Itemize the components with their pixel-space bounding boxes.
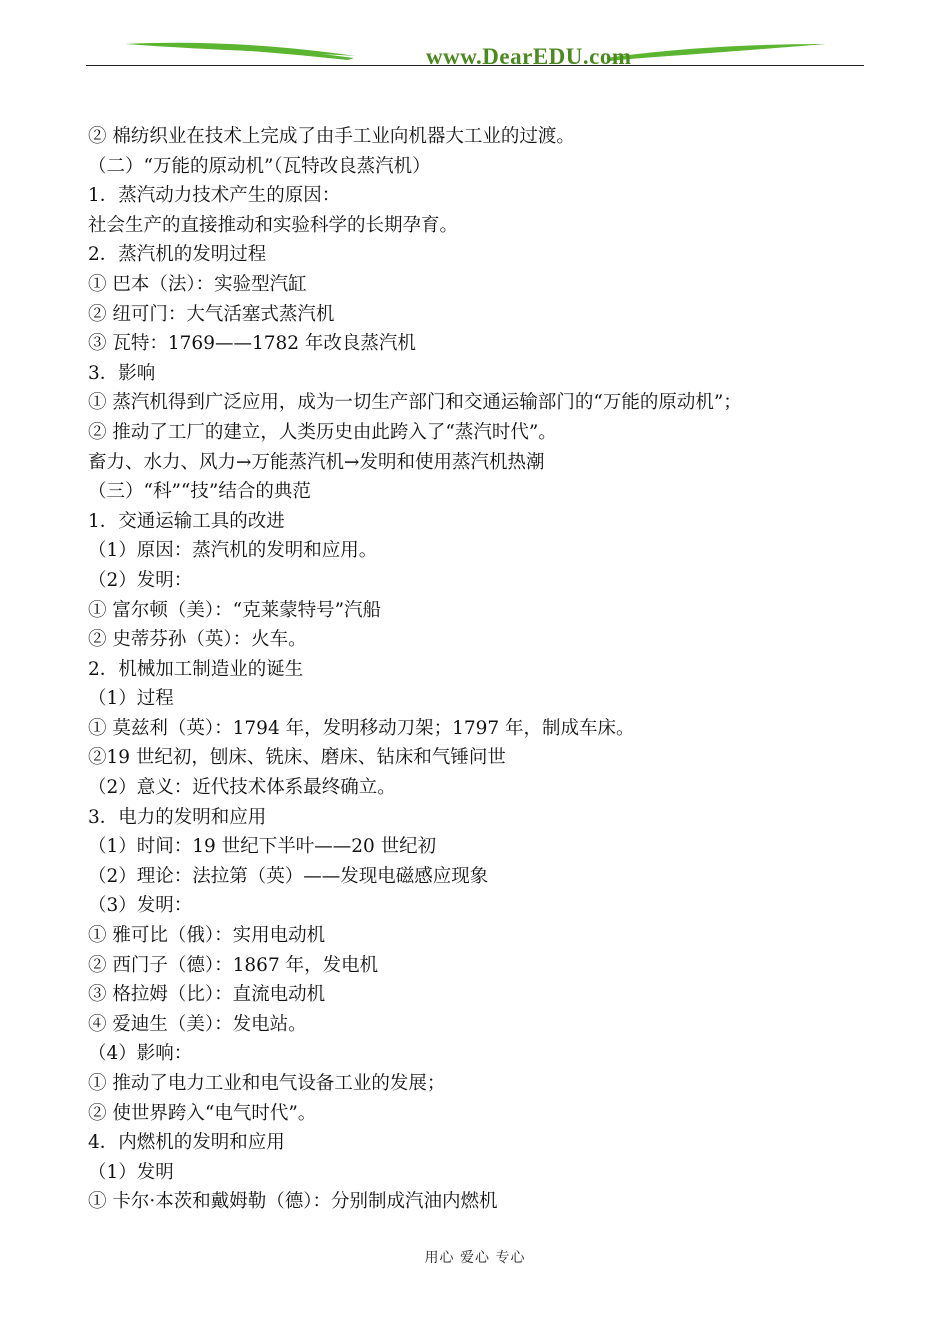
text-line: ② 棉纺织业在技术上完成了由手工业向机器大工业的过渡。 — [88, 126, 575, 147]
page-footer: 用心 爱心 专心 — [424, 1250, 526, 1266]
page-header — [86, 30, 864, 70]
text-line: （2）理论：法拉第（英）——发现电磁感应现象 — [88, 865, 489, 887]
text-line: ① 蒸汽机得到广泛应用，成为一切生产部门和交通运输部门的“万能的原动机”； — [88, 392, 742, 414]
text-line: ① 巴本（法）：实验型汽缸 — [88, 273, 307, 295]
section-heading: （三）“科”“技”结合的典范 — [88, 481, 311, 503]
text-line: （1）发明 — [88, 1161, 174, 1183]
text-line: ③ 格拉姆（比）：直流电动机 — [88, 984, 326, 1006]
text-line: （3）发明： — [88, 895, 193, 917]
text-line: 2．蒸汽机的发明过程 — [88, 244, 267, 266]
text-line: 1．交通运输工具的改进 — [88, 510, 285, 532]
brand-logo-text: www.DearEDU.com — [426, 44, 632, 69]
text-line: ④ 爱迪生（美）：发电站。 — [88, 1013, 307, 1035]
text-line: 1．蒸汽动力技术产生的原因： — [88, 185, 341, 207]
header-rule — [86, 65, 864, 66]
text-line: （1）过程 — [88, 688, 174, 710]
text-line: ① 富尔顿（美）：“克莱蒙特号”汽船 — [88, 599, 382, 621]
text-line: ① 卡尔·本茨和戴姆勒（德）：分别制成汽油内燃机 — [88, 1191, 498, 1213]
text-line: ② 史蒂芬孙（英）：火车。 — [88, 629, 307, 651]
text-line: ① 雅可比（俄）：实用电动机 — [88, 925, 326, 947]
text-line: 2．机械加工制造业的诞生 — [88, 658, 304, 680]
text-line: ②19 世纪初，刨床、铣床、磨床、钻床和气锤问世 — [88, 747, 506, 769]
text-line: （2）发明： — [88, 569, 193, 591]
text-line: ① 莫兹利（英）：1794 年，发明移动刀架；1797 年，制成车床。 — [88, 717, 635, 739]
text-line: 4．内燃机的发明和应用 — [88, 1132, 285, 1154]
text-line: ① 推动了电力工业和电气设备工业的发展； — [88, 1073, 446, 1094]
text-line: （1）原因：蒸汽机的发明和应用。 — [88, 540, 378, 562]
document-body — [88, 122, 878, 1217]
text-line: ② 纽可门：大气活塞式蒸汽机 — [88, 303, 335, 325]
text-line: ② 使世界跨入“电气时代”。 — [88, 1102, 317, 1124]
text-line: 3．电力的发明和应用 — [88, 806, 267, 828]
text-line: ③ 瓦特：1769——1782 年改良蒸汽机 — [88, 333, 416, 355]
text-line: （4）影响： — [88, 1043, 193, 1065]
text-line: ② 推动了工厂的建立，人类历史由此跨入了“蒸汽时代”。 — [88, 421, 557, 443]
text-line: 3．影响 — [88, 362, 156, 384]
text-line: ② 西门子（德）：1867 年，发电机 — [88, 954, 379, 976]
text-line: 畜力、水力、风力→万能蒸汽机→发明和使用蒸汽机热潮 — [88, 451, 545, 473]
text-line: （2）意义：近代技术体系最终确立。 — [88, 777, 396, 799]
section-heading: （二）“万能的原动机”（瓦特改良蒸汽机） — [88, 155, 431, 177]
text-line: 社会生产的直接推动和实验科学的长期孕育。 — [88, 214, 459, 236]
text-line: （1）时间：19 世纪下半叶——20 世纪初 — [88, 836, 437, 858]
